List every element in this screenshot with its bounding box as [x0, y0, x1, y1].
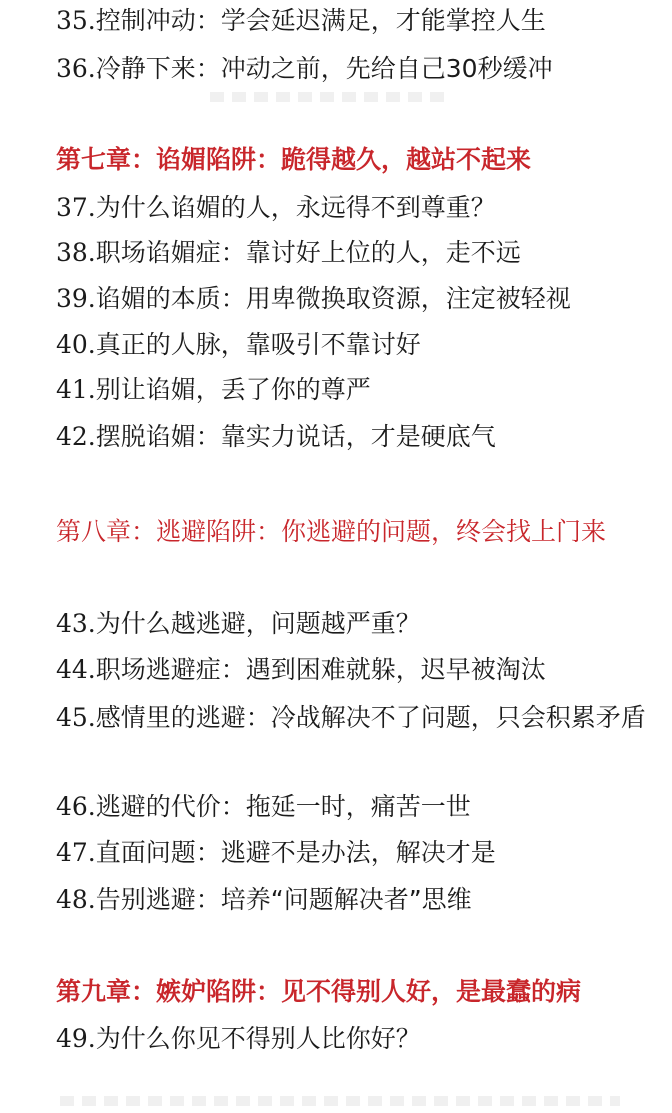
- list-item: [56, 695, 656, 741]
- list-item: [56, 193, 656, 223]
- item-number: 36.: [56, 54, 96, 83]
- item-number: 37.: [56, 193, 96, 222]
- item-number: 41.: [56, 375, 96, 404]
- item-text: 职场逃避症：遇到困难就躲，迟早被淘汰: [95, 655, 546, 684]
- item-text: 谄媚的本质：用卑微换取资源，注定被轻视: [95, 284, 571, 313]
- item-number: 40.: [56, 330, 96, 359]
- faded-text-remnant: [60, 1096, 620, 1106]
- list-item: [56, 330, 656, 360]
- list-item: [56, 54, 656, 84]
- item-text: 为什么你见不得别人比你好？: [95, 1024, 421, 1053]
- item-number: 39.: [56, 284, 96, 313]
- item-number: 47.: [56, 838, 96, 867]
- item-text: 告别逃避：培养“问题解决者”思维: [95, 885, 472, 914]
- item-number: 46.: [56, 792, 96, 821]
- item-text: 控制冲动：学会延迟满足，才能掌控人生: [95, 6, 546, 35]
- item-text: 冷静下来：冲动之前，先给自己30秒缓冲: [95, 54, 553, 83]
- list-item: [56, 1024, 656, 1054]
- item-text: 别让谄媚，丢了你的尊严: [95, 375, 371, 404]
- chapter-heading: 第八章：逃避陷阱：你逃避的问题，终会找上门来: [56, 517, 607, 546]
- list-item: [56, 838, 656, 868]
- item-text: 感情里的逃避：冷战解决不了问题，只会积累矛盾: [95, 703, 646, 732]
- item-text: 为什么谄媚的人，永远得不到尊重？: [95, 193, 496, 222]
- item-number: 43.: [56, 609, 96, 638]
- item-number: 38.: [56, 238, 96, 267]
- item-number: 42.: [56, 422, 96, 451]
- item-text: 直面问题：逃避不是办法，解决才是: [95, 838, 496, 867]
- list-item: [56, 6, 656, 36]
- list-item: [56, 238, 656, 268]
- list-item: [56, 885, 656, 915]
- item-text: 真正的人脉，靠吸引不靠讨好: [95, 330, 421, 359]
- list-item: [56, 375, 656, 405]
- item-number: 49.: [56, 1024, 96, 1053]
- list-item: [56, 284, 656, 314]
- chapter-heading: 第七章：谄媚陷阱：跪得越久，越站不起来: [56, 145, 532, 174]
- item-number: 48.: [56, 885, 96, 914]
- list-item: [56, 609, 656, 639]
- item-text: 为什么越逃避，问题越严重？: [95, 609, 421, 638]
- item-number: 45.: [56, 703, 96, 732]
- list-item: [56, 792, 656, 822]
- chapter-heading: 第九章：嫉妒陷阱：见不得别人好，是最蠢的病: [56, 977, 582, 1006]
- item-number: 35.: [56, 6, 96, 35]
- item-text: 逃避的代价：拖延一时，痛苦一世: [95, 792, 471, 821]
- list-item: [56, 655, 656, 685]
- item-text: 职场谄媚症：靠讨好上位的人，走不远: [95, 238, 521, 267]
- faded-text-remnant: [210, 92, 450, 102]
- item-text: 摆脱谄媚：靠实力说话，才是硬底气: [95, 422, 496, 451]
- list-item: [56, 422, 656, 452]
- item-number: 44.: [56, 655, 96, 684]
